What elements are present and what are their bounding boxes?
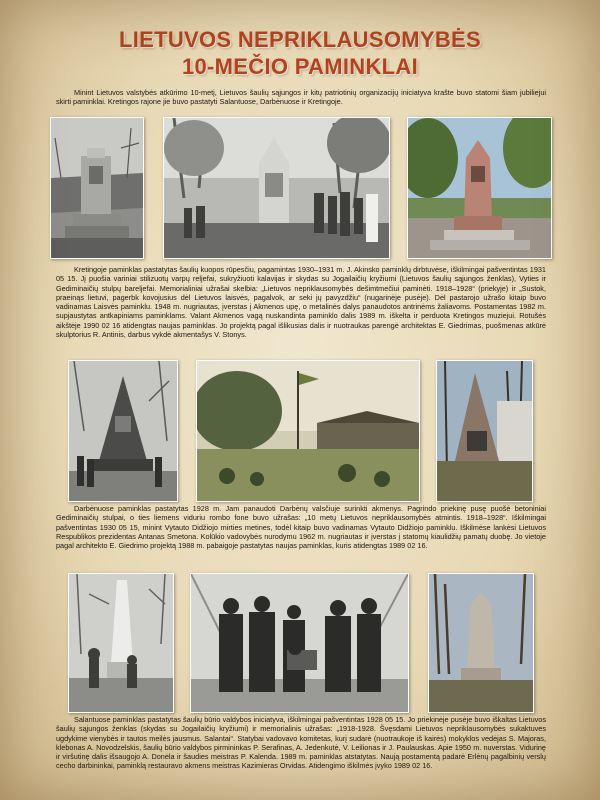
photo-kretinga-old-monument: [50, 117, 144, 259]
photo-salantai-new-monument: [428, 573, 534, 713]
darbenai-paragraph: [56, 504, 546, 550]
page-title: [0, 26, 600, 80]
salantai-paragraph: [56, 715, 546, 771]
photo-darbenai-square-with-flag: [196, 360, 420, 502]
kretinga-text: Kretingoje paminklas pastatytas šaulių kuopos rūpesčiu, pagamintas 1930–1931 m. J. Akinsko paminklų dirbtuvėse, iškilmingai pašventintas 1931 05 15. Jį puošia variniai stilizuotų varpų reljefai, sukryžiuoti kalavijas ir skydas su Jogailaičių kryžiumi (Lietuvos šaulių sąjungos ženklas), Vyties ir Gediminaičių stulpų bareljefai. Memorialiniai užrašai skelbia: „Lietuvos nepriklausomybės dešimtmečiui paminėti. 1918–1928“ (priekyje) ir „Sustok, praeinąs lietuvi, pagerbk kovojusius dėl Lietuvos laisvės, pagalvok, ar seki jų pavyzdžiu“ (nugarinėje pusėje). Dėl pastarojo užrašo kitaip buvo vadinamas Laisvės paminklu. 1948 m. nugriautas, įverstas į Akmenos upę, o metalinės dalys panaudotos antrinėms žaliavoms. Postamentas 1982 m. supjaustytas antkapiniams paminklams. Valant Akmenos vagą nuskandinta paminklo dalis 1989 m. iškelta ir perduota Kretingos muziejui. Rotušės aikštėje 1990 02 16 atidengtas naujas paminklas. Jo projektą pagal išlikusias dalis ir nuotraukas parengė architektas E. Giedrimas, puošmenas atkūrė skulptorius R. Antinis, darbus vykdė akmentašys V. Stonys.: [56, 265, 546, 340]
intro-paragraph: [56, 88, 546, 107]
photo-darbenai-new-monument: [436, 360, 533, 502]
kretinga-paragraph: [56, 265, 546, 339]
photo-salantai-committee-group: [190, 573, 409, 713]
photo-kretinga-dedication-ceremony: [163, 117, 390, 259]
salantai-text: Salantuose paminklas pastatytas šaulių būrio valdybos iniciatyva, iškilmingai pašventintas 1928 05 15. Jo priekinėje pusėje buvo iškaltas Lietuvos šaulių sąjungos ženklas (skydas su Jogailaičių kryžiumi) ir memorialinis užrašas: „1918-1928. Švęsdami Lietuvos nepriklausomybės sukaktuves ugdykime vienybės ir tautos meilės jausmus. Salantai“. Statybai vadovavo komitetas, kurį sudarė (nuotraukoje iš kairės) mokyklos vedėjas S. Majoras, klebonas A. Novodzelskis, šaulių būrio valdybos pirmininkas P. Serafinas, A. Jedenkutė, V. Leilionas ir J. Paulauskas. Apie 1950 m. nuverstas. Vidurinę ir viršutinę dalis išsaugojo A. Donėla ir šaudies meistras P. Kalenda. 1989 m. paminklas atstatytas. Naują postamentą padarė Erlėnų pagalbinių verslų cecho darbininkai, paminklą restauravo akmens meistras Kazimieras Orvidas. Atidengimo iškilmės įvyko 1989 02 16.: [56, 715, 546, 771]
photo-kretinga-new-monument: [407, 117, 552, 259]
photo-salantai-old-monument: [68, 573, 174, 713]
intro-text: Minint Lietuvos valstybės atkūrimo 10-metį, Lietuvos šaulių sąjungos ir kitų patriotinių organizacijų iniciatyva krašte buvo statomi šiam jubiliejui skirti paminklai. Kretingos rajone jie buvo pastatyti Salantuose, Darbėnuose ir Kretingoje.: [56, 88, 546, 107]
darbenai-text: Darbėnuose paminklas pastatytas 1928 m. Jam panaudoti Darbėnų valsčiuje surinkti akmenys. Pagrindo priekinę pusę puošė betoniniai Gediminaičių stulpai, o ties liemens viduriu rombo fone buvo užrašas: „10 metų Lietuvos nepriklausomybės atmintis. 1918–1928“. Iškilmingai pašventintas 1930 05 15, minint Vytauto Didžiojo mirties metines, todėl kitaip buvo vadinamas Vytauto Didžiojo paminklu. Iškilmėse lankėsi Lietuvos Respublikos prezidentas Antanas Smetona. Kolūkio vadovybės nurodymu 1962 m. nugriautas ir įverstas į statomų kiaulidžių pamatų duobę. Jo vietoje pagal architekto E. Giedrimo projektą 1988 m. pabaigoje pastatytas naujas paminklas, kuris atidengtas 1989 02 16.: [56, 504, 546, 551]
photo-darbenai-old-monument: [68, 360, 178, 502]
title-line-1: LIETUVOS NEPRIKLAUSOMYBĖS: [119, 27, 481, 52]
title-line-2: 10-MEČIO PAMINKLAI: [181, 54, 418, 79]
